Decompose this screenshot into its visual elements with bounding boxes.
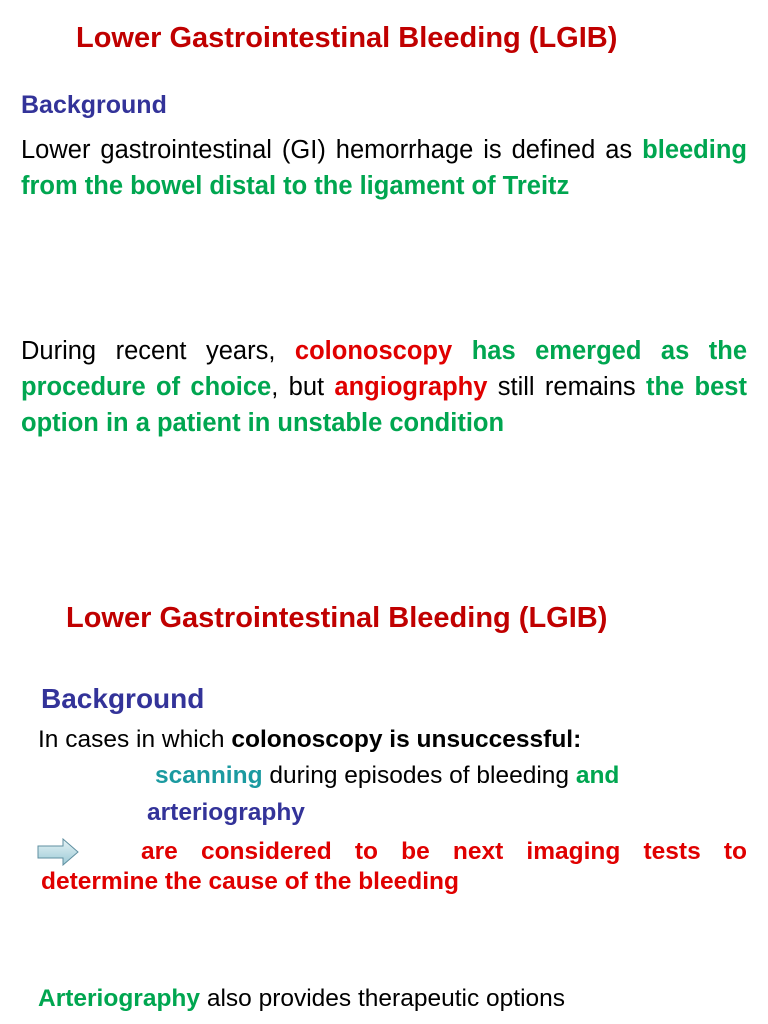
line4-considered: are considered to be next imaging tests to: [141, 838, 747, 865]
line2-and: and: [575, 762, 620, 789]
slide2-line-determine: [41, 866, 459, 898]
slide1-background-heading: Background: [21, 91, 167, 119]
slide1-title: Lower Gastrointestinal Bleeding (LGIB): [76, 22, 618, 54]
line2-text: during episodes of bleeding: [262, 762, 576, 789]
p2-text1: During recent years,: [21, 337, 295, 365]
slide2-line-arteriography: [147, 797, 305, 829]
p2-text3: still remains: [487, 373, 646, 401]
p2-choice: has emerged as the procedure of choice: [21, 337, 748, 401]
slide2-title: Lower Gastrointestinal Bleeding (LGIB): [66, 602, 608, 634]
line4-determine: determine the cause of the bleeding: [41, 868, 459, 895]
slide1-paragraph-definition: [21, 132, 747, 204]
line5-text: also provides therapeutic options: [200, 985, 566, 1012]
slide2-line-therapeutic: [38, 983, 565, 1015]
slide2-line-considered: [141, 836, 747, 868]
p1-text: Lower gastrointestinal (GI) hemorrhage is defined as: [21, 136, 643, 164]
p2-space: [452, 337, 472, 365]
p2-angiography: angiography: [334, 373, 488, 401]
slide2-line-cases: [38, 724, 581, 756]
line1-bold: colonoscopy is unsuccessful:: [231, 726, 582, 753]
slide2-line-scanning: [155, 760, 619, 792]
line2-scanning: scanning: [155, 762, 263, 789]
slide2-background-heading: Background: [41, 683, 205, 714]
p2-colonoscopy: colonoscopy: [294, 337, 453, 365]
line5-arteriography: Arteriography: [38, 985, 201, 1012]
line3-arteriography: arteriography: [147, 799, 305, 826]
p2-best-option: the best option in a patient in unstable condition: [21, 373, 747, 437]
arrow-right-icon: [37, 838, 79, 866]
slide1-paragraph-procedures: [21, 333, 747, 441]
line1-text: In cases in which: [38, 726, 232, 753]
p1-highlight: bleeding from the bowel distal to the ligament of Treitz: [21, 136, 747, 200]
p2-text2: , but: [271, 373, 335, 401]
